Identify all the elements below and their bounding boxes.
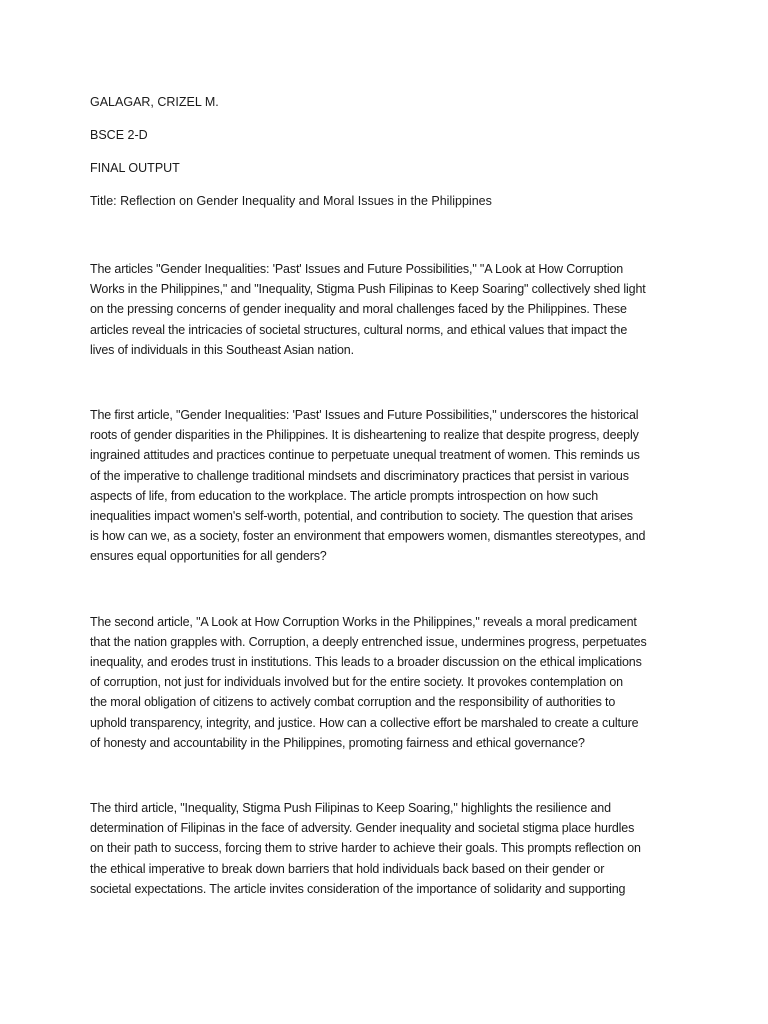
paragraph-line: is how can we, as a society, foster an environment that empowers women, dismantles stereotypes, and — [90, 529, 646, 544]
document-body — [90, 93, 680, 944]
paragraph-line: The third article, "Inequality, Stigma Push Filipinas to Keep Soaring," highlights the resilience and — [90, 801, 611, 816]
paragraph-line: on the pressing concerns of gender inequality and moral challenges faced by the Philippines. These — [90, 302, 627, 317]
paragraph-line: inequalities impact women's self-worth, potential, and contribution to society. The question that arises — [90, 509, 633, 524]
student-name: GALAGAR, CRIZEL M. — [90, 95, 219, 109]
paragraph-line: The articles "Gender Inequalities: 'Past' Issues and Future Possibilities," "A Look at How Corruption — [90, 262, 624, 276]
paragraph-line: the ethical imperative to break down barriers that hold individuals back based on their gender or — [90, 861, 605, 876]
output-label: FINAL OUTPUT — [90, 161, 180, 175]
paragraph-line: The first article, "Gender Inequalities: 'Past' Issues and Future Possibilities," underscores the historical — [90, 408, 639, 423]
paragraph-third-article — [90, 798, 680, 899]
paragraph-line: aspects of life, from education to the workplace. The article prompts introspection on how such — [90, 488, 599, 503]
paragraph-second-article — [90, 612, 680, 753]
paragraph-line: ingrained attitudes and practices continue to perpetuate unequal treatment of women. This reminds us — [90, 448, 640, 463]
paragraph-line: The second article, "A Look at How Corruption Works in the Philippines," reveals a moral predicament — [90, 614, 637, 629]
paragraph-line: on their path to success, forcing them to strive harder to achieve their goals. This prompts reflection on — [90, 841, 641, 856]
paragraph-line: Works in the Philippines," and "Inequality, Stigma Push Filipinas to Keep Soaring" collectively shed light — [90, 282, 646, 297]
paragraph-first-article — [90, 405, 680, 567]
paragraph-line: of the imperative to challenge traditional mindsets and discriminatory practices that persist in various — [90, 468, 629, 483]
paragraph-line: of honesty and accountability in the Philippines, promoting fairness and ethical governance? — [90, 735, 585, 750]
course-section: BSCE 2-D — [90, 128, 148, 142]
paragraph-line: uphold transparency, integrity, and justice. How can a collective effort be marshaled to create a culture — [90, 715, 639, 730]
paragraph-line: the moral obligation of citizens to actively combat corruption and the responsibility of authorities to — [90, 695, 616, 710]
paragraph-line: roots of gender disparities in the Philippines. It is disheartening to realize that despite progress, deeply — [90, 428, 639, 443]
paragraph-line: inequality, and erodes trust in institutions. This leads to a broader discussion on the ethical implications — [90, 655, 642, 670]
paragraph-line: that the nation grapples with. Corruption, a deeply entrenched issue, undermines progress, perpetuates — [90, 634, 647, 649]
paragraph-intro — [90, 259, 680, 360]
paragraph-line: articles reveal the intricacies of societal structures, cultural norms, and ethical values that impact the — [90, 322, 628, 337]
paragraph-line: ensures equal opportunities for all genders? — [90, 549, 327, 564]
paragraph-line: societal expectations. The article invites consideration of the importance of solidarity and supporting — [90, 881, 626, 896]
document-title: Title: Reflection on Gender Inequality and Moral Issues in the Philippines — [90, 194, 492, 208]
paragraph-line: of corruption, not just for individuals involved but for the entire society. It provokes contemplation on — [90, 675, 623, 690]
paragraph-line: determination of Filipinas in the face of adversity. Gender inequality and societal stigma place hurdles — [90, 821, 635, 836]
paragraph-line: lives of individuals in this Southeast Asian nation. — [90, 342, 354, 357]
